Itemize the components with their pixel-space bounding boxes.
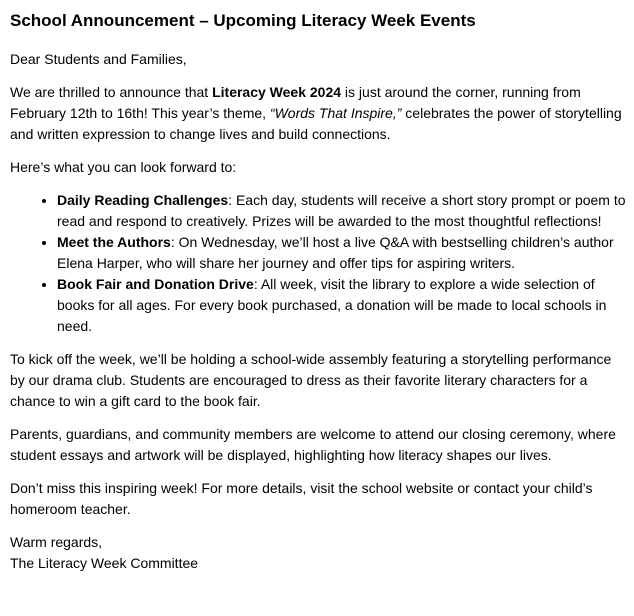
intro-event-name-bold: Literacy Week 2024 (212, 84, 342, 100)
list-intro: Here’s what you can look forward to: (10, 159, 237, 175)
bullet-label: Book Fair and Donation Drive (57, 276, 254, 292)
signature-line: Warm regards, (10, 534, 103, 550)
events-list (10, 190, 628, 337)
intro-paragraph (10, 82, 628, 145)
intro-theme-italic: “Words That Inspire,” (269, 105, 402, 121)
bullet-text: : On Wednesday, we’ll host a live Q&A with bestselling children’s author Elena Harper, who will share her journey and offer tips for aspiring writers. (57, 234, 614, 271)
list-item-daily-reading (57, 190, 628, 232)
intro-text-post: celebrates the power of storytelling and written expression to change lives and build connections. (10, 105, 622, 142)
signature-block (10, 532, 628, 574)
paragraph-more-details: Don’t miss this inspiring week! For more details, visit the school website or contact your child’s homeroom teacher. (10, 480, 593, 517)
bullet-text: : All week, visit the library to explore a wide selection of books for all ages. For every book purchased, a donation will be made to local schools in need. (57, 276, 607, 334)
list-item-meet-authors (57, 232, 628, 274)
list-item-book-fair (57, 274, 628, 337)
salutation: Dear Students and Families, (10, 51, 187, 67)
paragraph-assembly: To kick off the week, we’ll be holding a school-wide assembly featuring a storytelling performance by our drama club. Students are encouraged to dress as their favorite literary characters for a chance to win a gift card to the book fair. (10, 351, 612, 409)
paragraph-closing-ceremony: Parents, guardians, and community members are welcome to attend our closing ceremony, where student essays and artwork will be displayed, highlighting how literacy shapes our lives. (10, 426, 616, 463)
intro-text-pre: We are thrilled to announce that (10, 84, 213, 100)
document-title: School Announcement – Upcoming Literacy Week Events (10, 11, 476, 30)
signature-name: The Literacy Week Committee (10, 555, 199, 571)
intro-text-mid: is just around the corner, running from February 12th to 16th! This year’s theme, (10, 84, 581, 121)
bullet-label: Meet the Authors (57, 234, 171, 250)
bullet-text: : Each day, students will receive a short story prompt or poem to read and respond to creatively. Prizes will be awarded to the most thoughtful reflections! (57, 192, 626, 229)
bullet-label: Daily Reading Challenges (57, 192, 229, 208)
